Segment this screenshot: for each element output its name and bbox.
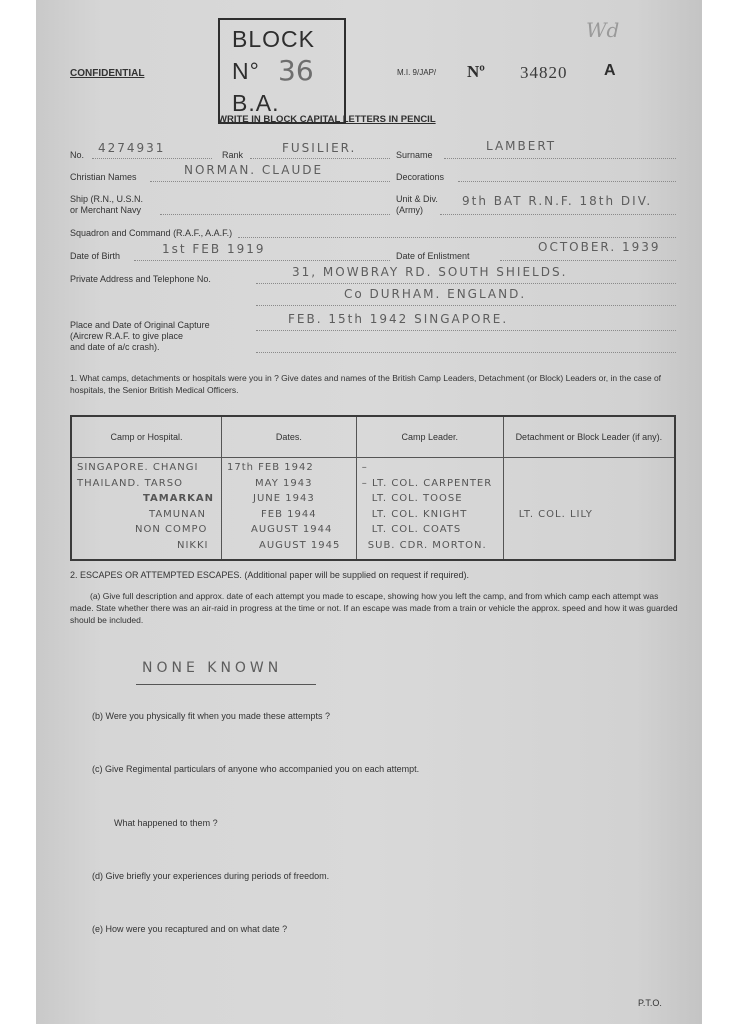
block-ba: B.A. <box>232 90 280 116</box>
ship-label-2: or Merchant Navy <box>70 205 142 215</box>
question-2c-followup: What happened to them ? <box>114 818 218 828</box>
pto-label: P.T.O. <box>638 998 662 1008</box>
squadron-label: Squadron and Command (R.A.F., A.A.F.) <box>70 228 233 238</box>
detachment-entry <box>509 478 669 494</box>
form-reference: M.I. 9/JAP/ <box>397 68 437 77</box>
date-entry: AUGUST 1944 <box>251 524 333 535</box>
leader-entry: LT. COL. TOOSE <box>371 493 463 504</box>
rank-value: FUSILIER. <box>282 141 357 155</box>
capture-value: FEB. 15th 1942 SINGAPORE. <box>288 312 509 326</box>
camp-entry: THAILAND. TARSO <box>77 477 183 489</box>
camp-entry: TAMARKAN <box>143 493 215 504</box>
capture-label-2: (Aircrew R.A.F. to give place <box>70 331 184 341</box>
date-entry: JUNE 1943 <box>253 493 315 504</box>
block-stamp <box>218 18 346 124</box>
surname-label: Surname <box>396 150 433 160</box>
leader-entry: LT. COL. COATS <box>371 524 462 535</box>
initials-annotation: Wd <box>586 18 620 42</box>
detachment-entry <box>509 524 669 540</box>
camp-column <box>71 458 222 561</box>
leader-header: Camp Leader. <box>356 416 503 458</box>
question-2b-text: (b) Were you physically fit when you made these attempts ? <box>92 711 330 721</box>
unit-label-1: Unit & Div. <box>396 194 438 204</box>
leader-entry: – LT. COL. CARPENTER <box>361 477 493 489</box>
detachment-column <box>503 458 675 561</box>
unit-label-2: (Army) <box>396 205 423 215</box>
block-number: 36 <box>278 54 314 87</box>
escape-answer: NONE KNOWN <box>142 660 283 676</box>
instruction-heading: WRITE IN BLOCK CAPITAL LETTERS IN PENCIL <box>218 114 436 125</box>
capture-label-1: Place and Date of Original Capture <box>70 320 210 330</box>
block-no-label: N° <box>232 58 260 84</box>
enlistment-value: OCTOBER. 1939 <box>538 240 661 254</box>
detachment-entry <box>509 462 669 478</box>
leader-entry: LT. COL. KNIGHT <box>371 508 468 520</box>
surname-value: LAMBERT <box>486 139 557 153</box>
confidential-label: CONFIDENTIAL <box>70 68 145 79</box>
unit-value: 9th BAT R.N.F. 18th DIV. <box>462 194 653 208</box>
camp-entry: NIKKI <box>177 539 209 551</box>
christian-names-label: Christian Names <box>70 172 137 182</box>
dob-label: Date of Birth <box>70 251 121 261</box>
date-entry: AUGUST 1945 <box>259 539 341 551</box>
camps-table <box>70 415 676 561</box>
question-2a-text: (a) Give full description and approx. date of each attempt you made to escape, showing how you left the camp, and from which camp each attempt was made. State whether there was an air-raid in progress at the time or not. If an escape was made from a train or vehicle the approx. speed and how it was guarded should be included. <box>70 591 678 625</box>
address-label: Private Address and Telephone No. <box>70 274 211 284</box>
camp-header: Camp or Hospital. <box>71 416 222 458</box>
form-suffix: A <box>604 62 616 79</box>
form-no-label: Nº <box>467 62 485 81</box>
dates-column <box>222 458 357 561</box>
leader-entry: – <box>361 462 368 473</box>
no-label: No. <box>70 150 85 160</box>
address-line-1: 31, MOWBRAY RD. SOUTH SHIELDS. <box>292 265 568 279</box>
camp-entry: SINGAPORE. CHANGI <box>77 462 199 473</box>
date-entry: MAY 1943 <box>255 477 313 489</box>
date-entry: 17th FEB 1942 <box>227 462 314 473</box>
camp-entry: TAMUNAN <box>149 508 206 520</box>
question-2e-text: (e) How were you recaptured and on what date ? <box>92 924 288 934</box>
address-line-2: Co DURHAM. ENGLAND. <box>344 287 527 301</box>
date-entry: FEB 1944 <box>261 508 317 520</box>
question-2c-text: (c) Give Regimental particulars of anyone who accompanied you on each attempt. <box>92 764 420 774</box>
block-label: BLOCK <box>232 26 315 52</box>
dob-value: 1st FEB 1919 <box>162 242 266 256</box>
service-number: 4274931 <box>98 141 166 155</box>
question-1-text: 1. What camps, detachments or hospitals were you in ? Give dates and names of the British Camp Leaders, Detachment (or Block) Leaders or, in the case of hospitals, the Senior British Medical Officers. <box>70 373 662 395</box>
question-2d-text: (d) Give briefly your experiences during periods of freedom. <box>92 871 330 881</box>
ship-label-1: Ship (R.N., U.S.N. <box>70 194 144 204</box>
answer-underline <box>136 684 316 685</box>
form-number: 34820 <box>520 63 568 82</box>
enlistment-label: Date of Enlistment <box>396 251 470 261</box>
detachment-entry <box>509 540 669 556</box>
rank-label: Rank <box>222 150 244 160</box>
detachment-header: Detachment or Block Leader (if any). <box>503 416 675 458</box>
detachment-entry <box>509 493 669 509</box>
leader-column <box>356 458 503 561</box>
leader-entry: SUB. CDR. MORTON. <box>367 539 487 551</box>
camp-entry: NON COMPO <box>135 524 208 535</box>
question-2-heading: 2. ESCAPES OR ATTEMPTED ESCAPES. (Additional paper will be supplied on request if required). <box>70 570 470 580</box>
detachment-entry: LT. COL. LILY <box>518 508 593 520</box>
dates-header: Dates. <box>222 416 357 458</box>
capture-label-3: and date of a/c crash). <box>70 342 160 352</box>
christian-names-value: NORMAN. CLAUDE <box>184 163 324 177</box>
decorations-label: Decorations <box>396 172 445 182</box>
